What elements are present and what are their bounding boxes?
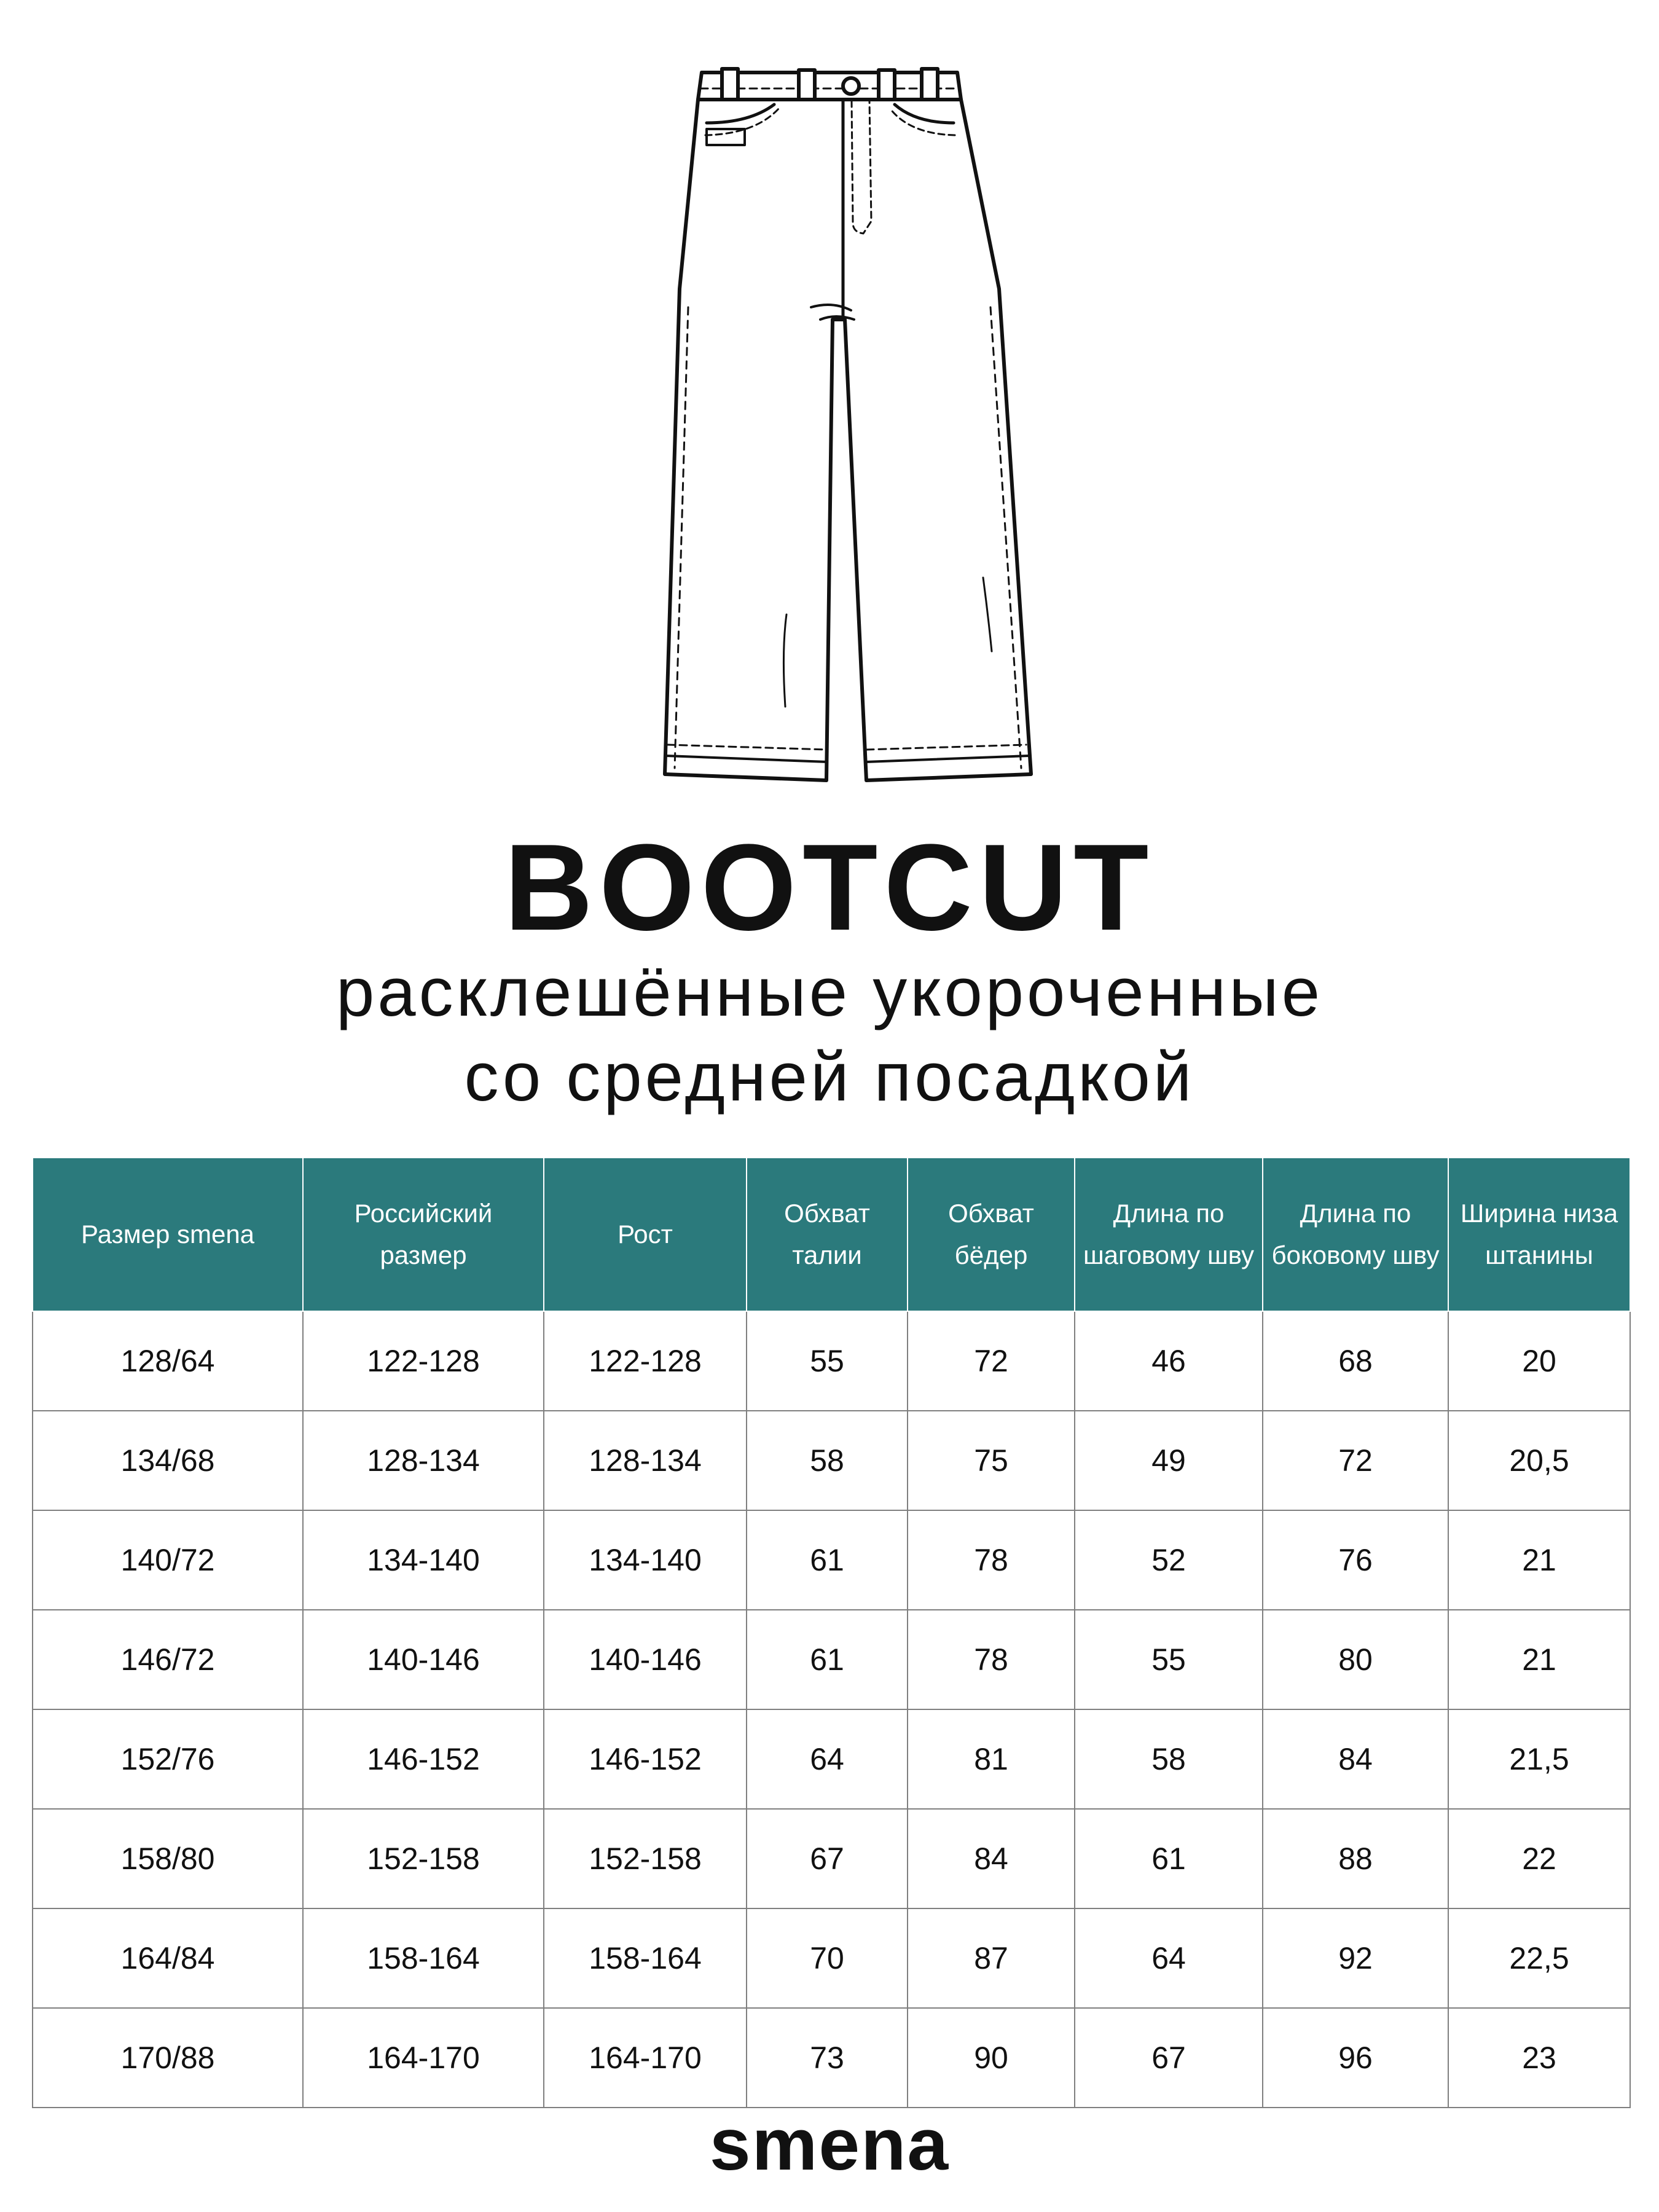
table-cell: 164/84 — [33, 1908, 303, 2008]
table-cell: 164-170 — [303, 2008, 544, 2108]
table-cell: 84 — [908, 1809, 1075, 1908]
brand-logo: smena — [709, 2103, 950, 2186]
table-cell: 96 — [1263, 2008, 1448, 2108]
table-cell: 21 — [1448, 1510, 1630, 1610]
table-cell: 92 — [1263, 1908, 1448, 2008]
table-cell: 152-158 — [303, 1809, 544, 1908]
table-cell: 21,5 — [1448, 1709, 1630, 1809]
table-cell: 64 — [1075, 1908, 1263, 2008]
table-cell: 122-128 — [303, 1311, 544, 1411]
column-header: Размер smena — [33, 1158, 303, 1311]
table-row — [33, 1311, 1630, 1411]
table-cell: 46 — [1075, 1311, 1263, 1411]
table-cell: 122-128 — [544, 1311, 747, 1411]
table-cell: 158-164 — [544, 1908, 747, 2008]
header-row — [33, 1158, 1630, 1311]
table-cell: 90 — [908, 2008, 1075, 2108]
table-cell: 80 — [1263, 1610, 1448, 1709]
table-row — [33, 1411, 1630, 1510]
table-cell: 87 — [908, 1908, 1075, 2008]
column-header: Длина по шаговому шву — [1075, 1158, 1263, 1311]
table-row — [33, 1510, 1630, 1610]
fit-description-line-1: расклешённые укороченные — [335, 954, 1324, 1030]
table-cell: 22,5 — [1448, 1908, 1630, 2008]
table-cell: 58 — [1075, 1709, 1263, 1809]
table-row — [33, 2008, 1630, 2108]
table-cell: 68 — [1263, 1311, 1448, 1411]
table-cell: 67 — [1075, 2008, 1263, 2108]
table-cell: 128/64 — [33, 1311, 303, 1411]
column-header: Длина по боковому шву — [1263, 1158, 1448, 1311]
table-cell: 78 — [908, 1510, 1075, 1610]
table-cell: 22 — [1448, 1809, 1630, 1908]
table-cell: 61 — [747, 1610, 908, 1709]
table-cell: 73 — [747, 2008, 908, 2108]
table-cell: 61 — [1075, 1809, 1263, 1908]
table-cell: 75 — [908, 1411, 1075, 1510]
column-header: Рост — [544, 1158, 747, 1311]
column-header: Ширина низа штанины — [1448, 1158, 1630, 1311]
column-header: Российский размер — [303, 1158, 544, 1311]
table-cell: 158-164 — [303, 1908, 544, 2008]
table-cell: 55 — [1075, 1610, 1263, 1709]
table-cell: 84 — [1263, 1709, 1448, 1809]
column-header: Обхват бёдер — [908, 1158, 1075, 1311]
bootcut-jeans-icon — [621, 61, 1038, 805]
table-cell: 134/68 — [33, 1411, 303, 1510]
table-cell: 146-152 — [544, 1709, 747, 1809]
size-table — [32, 1157, 1631, 2108]
fit-title: BOOTCUT — [504, 819, 1155, 956]
table-cell: 58 — [747, 1411, 908, 1510]
column-header: Обхват талии — [747, 1158, 908, 1311]
table-cell: 140-146 — [303, 1610, 544, 1709]
table-cell: 146/72 — [33, 1610, 303, 1709]
table-cell: 49 — [1075, 1411, 1263, 1510]
table-cell: 20,5 — [1448, 1411, 1630, 1510]
table-cell: 88 — [1263, 1809, 1448, 1908]
table-cell: 134-140 — [303, 1510, 544, 1610]
table-cell: 70 — [747, 1908, 908, 2008]
table-cell: 21 — [1448, 1610, 1630, 1709]
table-row — [33, 1709, 1630, 1809]
table-cell: 61 — [747, 1510, 908, 1610]
table-cell: 128-134 — [544, 1411, 747, 1510]
table-row — [33, 1908, 1630, 2008]
size-table-header — [33, 1158, 1630, 1311]
table-cell: 152-158 — [544, 1809, 747, 1908]
table-cell: 76 — [1263, 1510, 1448, 1610]
table-cell: 52 — [1075, 1510, 1263, 1610]
table-cell: 140-146 — [544, 1610, 747, 1709]
table-cell: 64 — [747, 1709, 908, 1809]
table-row — [33, 1610, 1630, 1709]
table-cell: 152/76 — [33, 1709, 303, 1809]
table-cell: 23 — [1448, 2008, 1630, 2108]
table-cell: 170/88 — [33, 2008, 303, 2108]
table-cell: 81 — [908, 1709, 1075, 1809]
size-table-body — [33, 1311, 1630, 2108]
table-cell: 78 — [908, 1610, 1075, 1709]
table-cell: 140/72 — [33, 1510, 303, 1610]
table-cell: 72 — [1263, 1411, 1448, 1510]
table-cell: 164-170 — [544, 2008, 747, 2108]
table-cell: 158/80 — [33, 1809, 303, 1908]
table-cell: 55 — [747, 1311, 908, 1411]
table-cell: 72 — [908, 1311, 1075, 1411]
fit-description-line-2: со средней посадкой — [464, 1038, 1195, 1115]
table-cell: 128-134 — [303, 1411, 544, 1510]
table-cell: 20 — [1448, 1311, 1630, 1411]
table-cell: 134-140 — [544, 1510, 747, 1610]
table-cell: 146-152 — [303, 1709, 544, 1809]
table-cell: 67 — [747, 1809, 908, 1908]
table-row — [33, 1809, 1630, 1908]
